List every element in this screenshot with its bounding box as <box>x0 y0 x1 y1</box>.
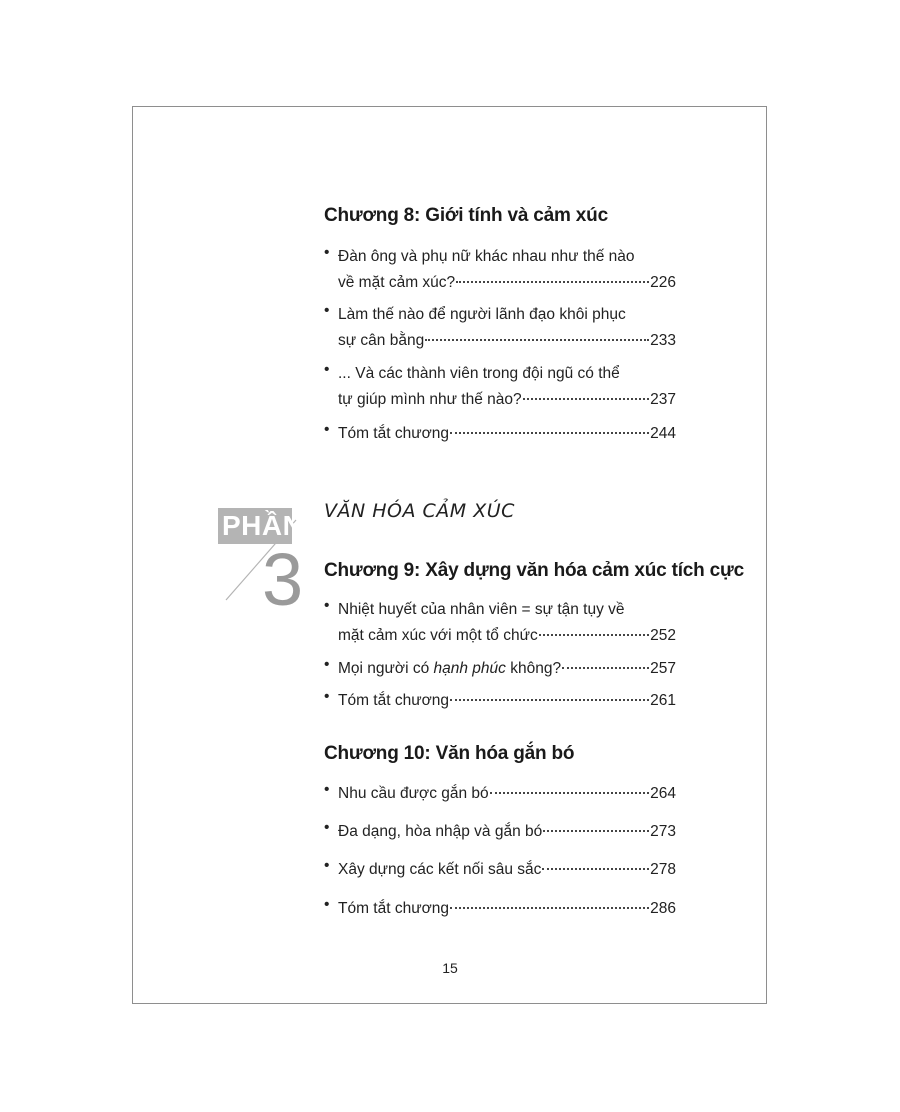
bullet-icon: • <box>324 302 330 319</box>
entry-text: mặt cảm xúc với một tổ chức <box>338 627 538 644</box>
page-ref: 286 <box>650 900 676 917</box>
dot-leader <box>523 398 650 400</box>
bullet-icon: • <box>324 421 330 438</box>
entry-text: sự cân bằng <box>338 332 425 349</box>
toc-entry[interactable] <box>324 421 676 447</box>
dot-leader <box>490 792 649 794</box>
bullet-icon: • <box>324 896 330 913</box>
dot-leader <box>539 634 649 636</box>
bullet-icon: • <box>324 819 330 836</box>
dot-leader <box>562 667 649 669</box>
toc-entry[interactable] <box>324 361 676 413</box>
entry-text: Đàn ông và phụ nữ khác nhau như thế nào <box>338 248 635 265</box>
entry-text: Nhiệt huyết của nhân viên = sự tận tụy về <box>338 601 625 618</box>
part-number: 3 <box>262 538 304 621</box>
entry-text: về mặt cảm xúc? <box>338 274 456 291</box>
toc-entry[interactable] <box>324 302 676 354</box>
dot-leader <box>542 868 649 870</box>
dot-leader <box>425 339 649 341</box>
bullet-icon: • <box>324 781 330 798</box>
bullet-icon: • <box>324 656 330 673</box>
page-ref: 237 <box>650 391 676 408</box>
chapter-8-heading: Chương 8: Giới tính và cảm xúc <box>324 205 608 226</box>
toc-entry[interactable] <box>324 781 676 807</box>
page-ref: 273 <box>650 823 676 840</box>
entry-text: Tóm tắt chương <box>338 425 449 442</box>
page-ref: 226 <box>650 274 676 291</box>
entry-text: Đa dạng, hòa nhập và gắn bó <box>338 823 543 840</box>
toc-entry[interactable] <box>324 656 676 682</box>
page-number: 15 <box>442 960 458 976</box>
toc-entry[interactable] <box>324 688 676 714</box>
entry-text: Làm thế nào để người lãnh đạo khôi phục <box>338 306 626 323</box>
entry-text: Mọi người có hạnh phúc không? <box>338 660 562 677</box>
bullet-icon: • <box>324 688 330 705</box>
entry-text: Nhu cầu được gắn bó <box>338 785 489 802</box>
page-ref: 252 <box>650 627 676 644</box>
entry-text: ... Và các thành viên trong đội ngũ có thể <box>338 365 620 382</box>
toc-entry[interactable] <box>324 857 676 883</box>
bullet-icon: • <box>324 597 330 614</box>
entry-text: Xây dựng các kết nối sâu sắc <box>338 861 542 878</box>
dot-leader <box>543 830 649 832</box>
page-ref: 278 <box>650 861 676 878</box>
emphasis-text: hạnh phúc <box>433 660 506 677</box>
bullet-icon: • <box>324 361 330 378</box>
chapter-10-heading: Chương 10: Văn hóa gắn bó <box>324 743 575 764</box>
dot-leader <box>450 907 649 909</box>
toc-entry[interactable] <box>324 597 676 649</box>
entry-text: Tóm tắt chương <box>338 692 449 709</box>
page-ref: 264 <box>650 785 676 802</box>
toc-entry[interactable] <box>324 819 676 845</box>
bullet-icon: • <box>324 244 330 261</box>
dot-leader <box>456 281 649 283</box>
entry-text: Tóm tắt chương <box>338 900 449 917</box>
bullet-icon: • <box>324 857 330 874</box>
toc-entry[interactable] <box>324 244 676 296</box>
entry-text: tự giúp mình như thế nào? <box>338 391 522 408</box>
part-label: PHẦN <box>218 508 292 544</box>
page-ref: 233 <box>650 332 676 349</box>
chapter-9-heading: Chương 9: Xây dựng văn hóa cảm xúc tích cực <box>324 560 744 581</box>
toc-entry[interactable] <box>324 896 676 922</box>
dot-leader <box>450 699 649 701</box>
page-ref: 257 <box>650 660 676 677</box>
dot-leader <box>450 432 649 434</box>
page-ref: 261 <box>650 692 676 709</box>
part-title: VĂN HÓA CẢM XÚC <box>324 500 515 522</box>
page-ref: 244 <box>650 425 676 442</box>
